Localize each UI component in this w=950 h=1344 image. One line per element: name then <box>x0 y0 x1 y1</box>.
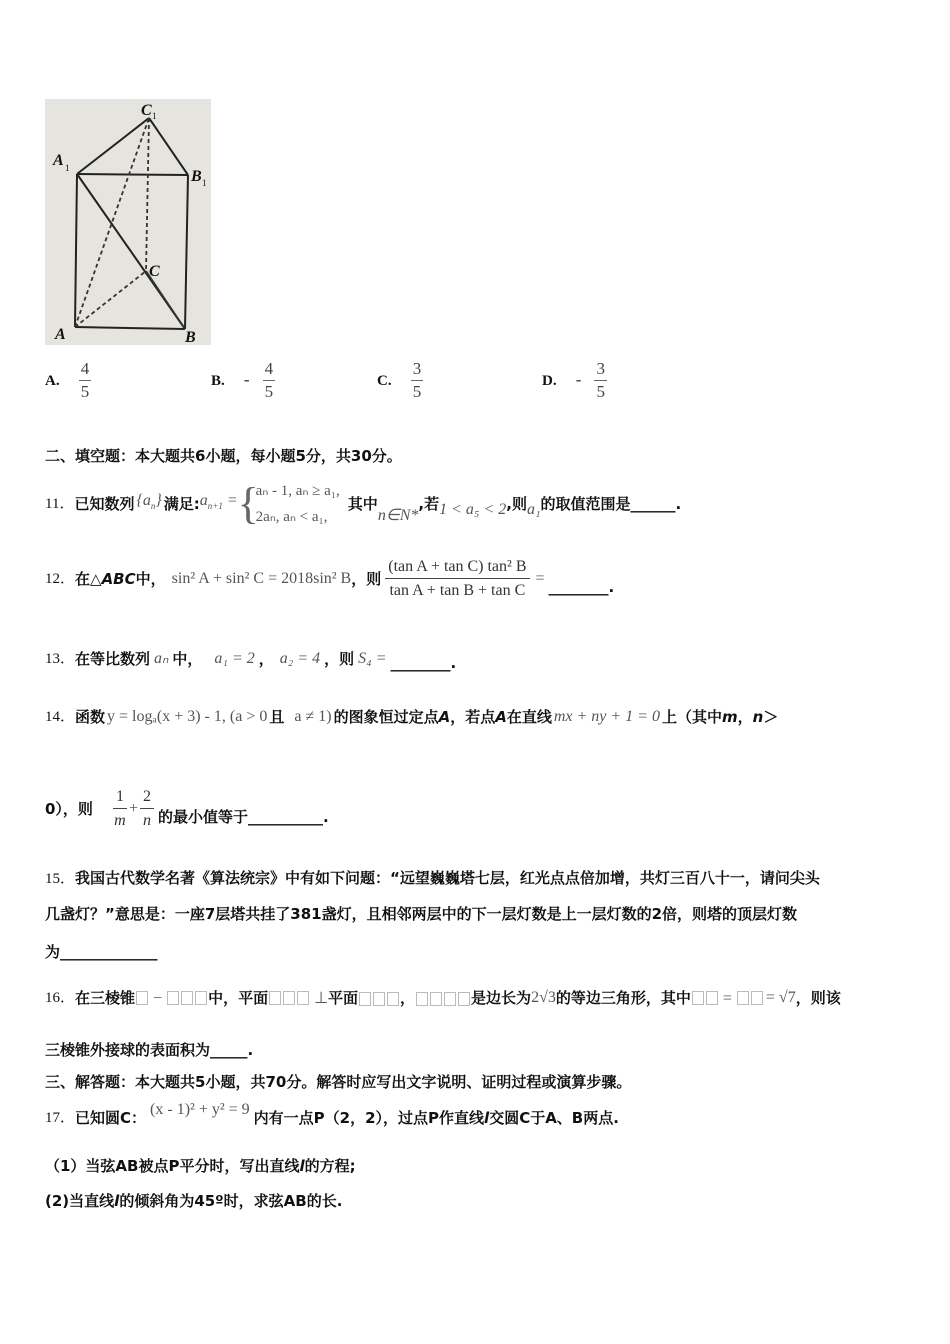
option-d[interactable] <box>542 360 607 401</box>
option-a-fraction: $\frac{4}{5}$ <box>80 359 90 401</box>
q14-point-a: A <box>438 708 451 726</box>
q14-text-6: 上（其中 <box>662 708 723 726</box>
option-a[interactable] <box>45 360 91 401</box>
q13-a2: a₂ = 4 <box>279 650 321 667</box>
option-d-label: D. <box>542 373 557 389</box>
q11-inequality: 1 < a₅ < 2 <box>439 501 507 518</box>
option-c-label: C. <box>377 373 392 389</box>
q16-equation: = √7 <box>765 989 796 1006</box>
q13-seq: aₙ <box>154 650 169 667</box>
q14-text-8: ＞ <box>763 708 779 726</box>
q14-text-2: 且 <box>269 708 285 726</box>
q13-blank: ________. <box>390 654 457 672</box>
q13-text-3: ， <box>258 650 274 668</box>
q14-text-9: 0），则 <box>45 800 93 818</box>
question-11 <box>45 476 681 532</box>
q14-fraction-2: $\frac{2}{n}$ <box>140 787 154 831</box>
q14-line-equation: mx + ny + 1 = 0 <box>553 708 660 725</box>
option-b-fraction: $\frac{4}{5}$ <box>264 359 274 401</box>
q17-part-1-l: l <box>299 1157 305 1175</box>
question-17 <box>45 1100 619 1136</box>
q17-part-1-text-2: 的方程; <box>304 1157 356 1175</box>
question-16-line-1 <box>45 986 841 1010</box>
q13-text-4: ，则 <box>324 650 355 668</box>
q12-abc: ABC <box>101 570 136 588</box>
q14-plus: + <box>128 800 138 817</box>
q11-text-4: ,若 <box>418 495 440 513</box>
q17-part-2-text-2: 的倾斜角为45º时，求弦AB的长. <box>119 1192 343 1210</box>
question-13 <box>45 644 456 674</box>
prism-diagram <box>45 99 211 345</box>
q14-point-a-2: A <box>495 708 507 726</box>
q17-text-3: 交圆C于A、B两点. <box>489 1109 619 1127</box>
q15-text-1: 我国古代数学名著《算法统宗》中有如下问题：“远望巍巍塔七层，红光点点倍加增，共灯三百八十一，请问尖头 <box>75 869 820 887</box>
label-b1-sub: 1 <box>202 178 207 188</box>
q11-text-2: 满足: <box>163 495 200 513</box>
q16-text: 在三棱锥 <box>75 989 136 1007</box>
q17-equation: (x - 1)² + y² = 9 <box>150 1101 250 1118</box>
question-14-line-2 <box>45 784 329 834</box>
q16-text-5: 是边长为 <box>471 989 532 1007</box>
q16-text-3: 平面 <box>328 989 359 1007</box>
q14-text-4: ，若点 <box>450 708 496 726</box>
question-14-line-1 <box>45 702 778 732</box>
section2-heading: 二、填空题：本大题共6小题，每小题5分，共30分。 <box>45 447 402 465</box>
q17-part-1-text: （1）当弦AB被点P平分时，写出直线 <box>45 1157 300 1175</box>
q16-missing-symbol-3 <box>358 988 400 1008</box>
q16-missing-symbol-1: − <box>135 988 208 1009</box>
q17-text-2: 内有一点P（2，2），过点P作直线 <box>253 1109 485 1127</box>
q14-function: y = logₐ(x + 3) - 1, (a > 0 <box>107 708 268 725</box>
q17-line-l: l <box>484 1109 490 1127</box>
q12-equals: = <box>535 570 545 587</box>
q12-blank: ________. <box>548 578 615 596</box>
q13-text: 在等比数列 <box>75 650 151 668</box>
q16-text-7: ，则该 <box>795 989 841 1007</box>
option-d-sign: - <box>575 370 582 389</box>
q13-a1: a₁ = 2 <box>214 650 255 667</box>
label-c1-sub: 1 <box>152 111 157 121</box>
q12-text-2: 中， <box>135 570 166 588</box>
q11-text-6: 的取值范围是______. <box>540 495 682 513</box>
q16-text-6: 的等边三角形，其中 <box>555 989 691 1007</box>
q14-text-5: 在直线 <box>506 708 552 726</box>
option-c-fraction: $\frac{3}{5}$ <box>412 359 422 401</box>
q16-text-4: ， <box>400 989 416 1007</box>
label-a: A <box>55 326 66 343</box>
section3-heading: 三、解答题：本大题共5小题，共70分。解答时应写出文字说明、证明过程或演算步骤。 <box>45 1073 632 1091</box>
q17-number: 17． <box>45 1110 76 1126</box>
question-15-line-2: 几盏灯？”意思是：一座7层塔共挂了381盏灯，且相邻两层中的下一层灯数是上一层灯数的2倍，则塔的顶层灯数 <box>45 905 798 923</box>
option-a-label: A. <box>45 373 60 389</box>
q16-missing-symbol-4 <box>415 988 471 1008</box>
question-17-part-1 <box>45 1156 356 1176</box>
q16-number: 16． <box>45 990 76 1006</box>
q17-part-2-l: l <box>114 1192 120 1210</box>
q11-number: 11． <box>45 496 75 512</box>
edge-a1b1 <box>77 174 188 175</box>
q13-number: 13． <box>45 651 76 667</box>
q16-text-2: 中，平面 <box>208 989 269 1007</box>
q11-condition: n∈N* <box>377 507 419 524</box>
option-c[interactable] <box>377 360 423 401</box>
q16-length: 2√3 <box>531 989 556 1006</box>
question-12 <box>45 554 614 604</box>
label-a1-sub: 1 <box>65 163 70 173</box>
q15-number: 15． <box>45 871 76 887</box>
question-16-line-2: 三棱锥外接球的表面积为_____. <box>45 1041 254 1059</box>
q12-text: 在△ <box>75 570 102 588</box>
q14-m: m <box>722 708 738 726</box>
q14-number: 14． <box>45 709 76 725</box>
question-15-line-3: 为_____________ <box>45 943 158 961</box>
q11-a1: a₁ <box>526 501 541 518</box>
q14-n: n <box>752 708 764 726</box>
q12-equation: sin² A + sin² C = 2018sin² B <box>171 570 352 587</box>
q13-text-2: 中， <box>172 650 203 668</box>
q12-text-3: ，则 <box>351 570 382 588</box>
q11-lhs: $a_{n+1}$ = <box>199 492 238 512</box>
q14-text: 函数 <box>75 708 106 726</box>
option-b[interactable] <box>211 360 275 401</box>
q14-condition: a ≠ 1) <box>294 708 332 725</box>
label-c1: C <box>141 102 152 119</box>
q14-text-7: ， <box>737 708 753 726</box>
q14-text-3: 的图象恒过定点 <box>333 708 439 726</box>
q11-piecewise: { aₙ - 1, aₙ ≥ a₁, 2aₙ, aₙ < a₁, <box>237 479 340 528</box>
label-a1: A <box>53 152 64 169</box>
q14-text-10: 的最小值等于__________. <box>157 808 329 826</box>
q12-fraction: $\frac{\text{(tan A + tan C) tan² B}}{\text{tan A + tan B + tan C}}$ <box>385 557 529 601</box>
q17-text: 已知圆C： <box>75 1109 147 1127</box>
q16-missing-symbol-5: = <box>691 988 764 1009</box>
q14-fraction-1: $\frac{1}{m}$ <box>114 788 126 829</box>
q16-missing-symbol-2: ⊥ <box>268 988 328 1009</box>
q11-text: 已知数列 <box>74 495 135 513</box>
q17-part-2-text: (2)当直线 <box>45 1192 115 1210</box>
q11-text-5: ,则 <box>506 495 527 513</box>
q11-text-3: 其中 <box>347 495 378 513</box>
q13-s4: S₄ = <box>358 650 387 667</box>
label-b1: B <box>191 168 202 185</box>
option-d-fraction: $\frac{3}{5}$ <box>596 359 605 401</box>
question-15-line-1 <box>45 868 820 889</box>
label-c: C <box>149 263 160 280</box>
q11-seq: $\{a_n\}$ <box>136 492 162 512</box>
q12-number: 12． <box>45 571 76 587</box>
question-17-part-2 <box>45 1191 342 1211</box>
label-b: B <box>185 329 196 345</box>
option-b-label: B. <box>211 373 225 389</box>
prism-figure <box>45 99 211 345</box>
option-b-sign: - <box>243 370 250 389</box>
